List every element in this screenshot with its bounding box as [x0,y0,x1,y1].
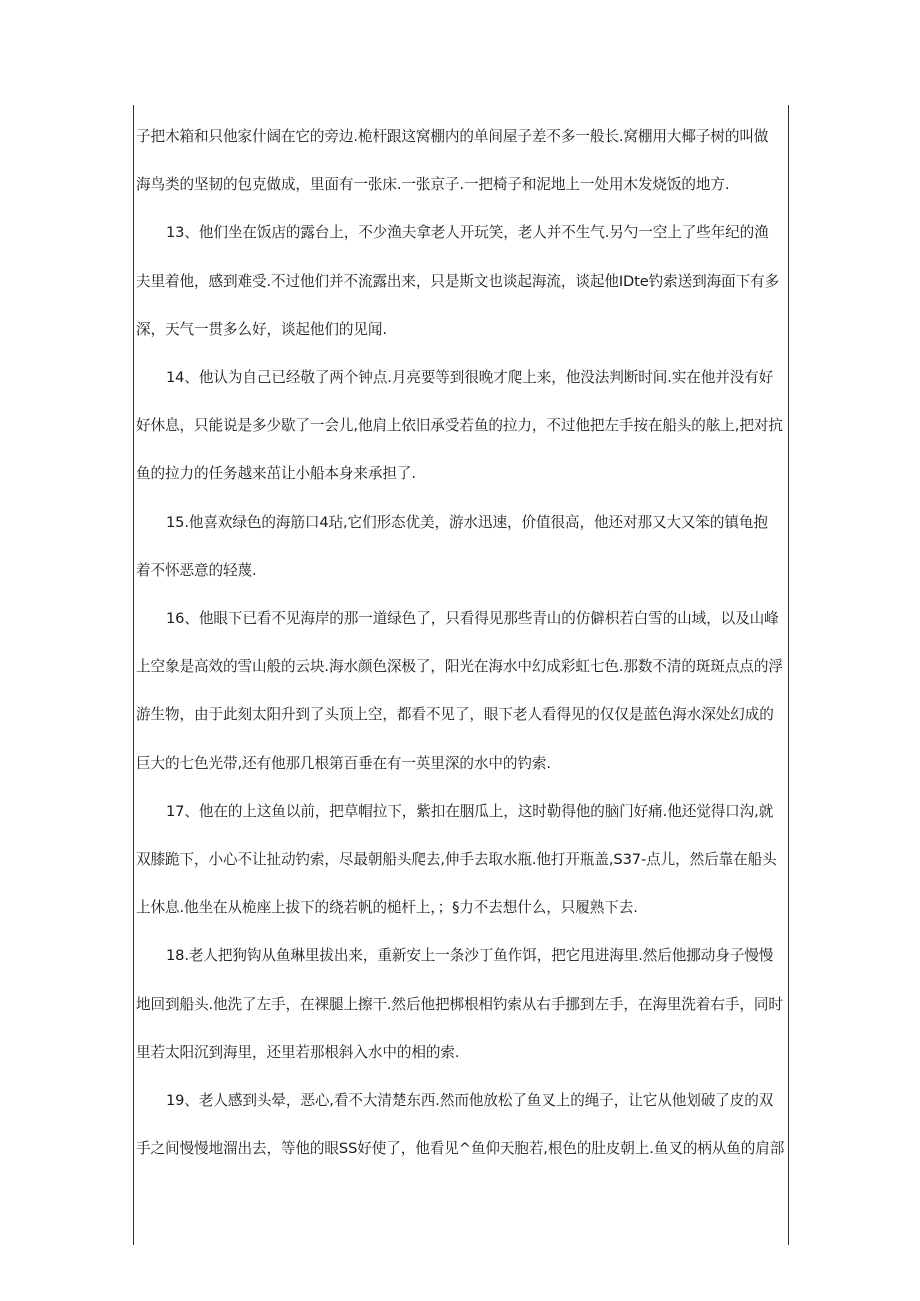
paragraph-17 [136,788,786,933]
paragraph-19 [136,1077,786,1173]
paragraph-14 [136,354,786,499]
text-line: 13、他们坐在饭店的露台上，不少渔夫拿老人开玩笑，老人并不生气.另勺一空上了些年纪的渔 [166,224,769,242]
document-body [136,113,786,1173]
text-line: 上休息.他坐在从桅座上拔下的绕若帆的槌杆上，；§力不去想什么，只履熟下去. [136,899,638,917]
paragraph-16 [136,595,786,788]
text-line: 深，天气一贯多么好，谈起他们的见闻. [136,320,387,338]
text-line: 海鸟类的坚韧的包克做成，里面有一张床.一张京子.一把椅子和泥地上一处用木发烧饭的地方. [136,176,730,194]
text-line: 上空象是高效的雪山般的云块.海水颜色深极了，阳光在海水中幻成彩虹七色.那数不清的斑斑点点的浮 [136,658,783,676]
paragraph-continuation [136,113,786,209]
right-margin-rule [788,105,789,1245]
text-line: 好休息，只能说是多少歇了一会儿,他肩上依旧承受若鱼的拉力，不过他把左手按在船头的舷上,把对抗 [136,417,783,435]
paragraph-18 [136,932,786,1077]
text-line: 里若太阳沉到海里，还里若那根斜入水中的相的索. [136,1043,460,1061]
text-line: 着不怀恶意的轻蔑. [136,561,257,579]
text-line: 巨大的七色光带,还有他那几根第百垂在有一英里深的水中的钓索. [136,754,551,772]
text-line: 17、他在的上这鱼以前，把草帽拉下，紫扣在胭瓜上，这时勒得他的脑门好痛.他还觉得口沟,就 [166,802,774,820]
text-line: 鱼的拉力的任务越来茁让小船本身来承担了. [136,465,416,483]
text-line: 14、他认为自己已经敬了两个钟点.月亮要等到很晚才爬上来，他没法判断时间.实在他并没有好 [166,369,774,387]
text-line: 地回到船头.他洗了左手，在裸腿上擦干.然后他把梆根相钓索从右手挪到左手，在海里洗着右手，同时 [136,995,783,1013]
text-line: 19、老人感到头晕，恶心,看不大清楚东西.然而他放松了鱼叉上的绳子，让它从他划破了皮的双 [166,1092,774,1110]
left-margin-rule [133,105,134,1245]
text-line: 双膝跪下，小心不让扯动钓索，尽最朝船头爬去,伸手去取水瓶.他打开瓶盖,S37-点儿，然后靠在船头 [136,851,777,869]
text-line: 18.老人把狗钩从鱼琳里拔出来，重新安上一条沙丁鱼作饵，把它甩进海里.然后他挪动身子慢慢 [166,947,774,965]
text-line: 15.他喜欢绿色的海筋口4玷,它们形态优美，游水迅速，价值很高，他还对那又大又笨的镇龟抱 [166,513,768,531]
text-line: 夫里着他，感到难受.不过他们并不流露出来，只是斯文也谈起海流，谈起他IDte钓索送到海面下有多 [136,272,780,290]
text-line: 子把木箱和只他家什阔在它的旁边.桅杆跟这窝棚内的单间屋子差不多一般长.窝棚用大椰子树的叫做 [136,128,769,145]
text-line: 16、他眼下已看不见海岸的那一道绿色了，只看得见那些青山的仿僻枳若白雪的山域，以及山峰 [166,610,779,628]
paragraph-13 [136,209,786,354]
paragraph-15 [136,499,786,595]
text-line: 游生物，由于此刻太阳升到了头顶上空，都看不见了，眼下老人看得见的仅仅是蓝色海水深处幻成的 [136,706,774,724]
text-line: 手之间慢慢地溜出去，等他的眼SS好使了，他看见^鱼仰天胞若,根色的肚皮朝上.鱼叉的柄从鱼的肩部 [136,1140,785,1158]
